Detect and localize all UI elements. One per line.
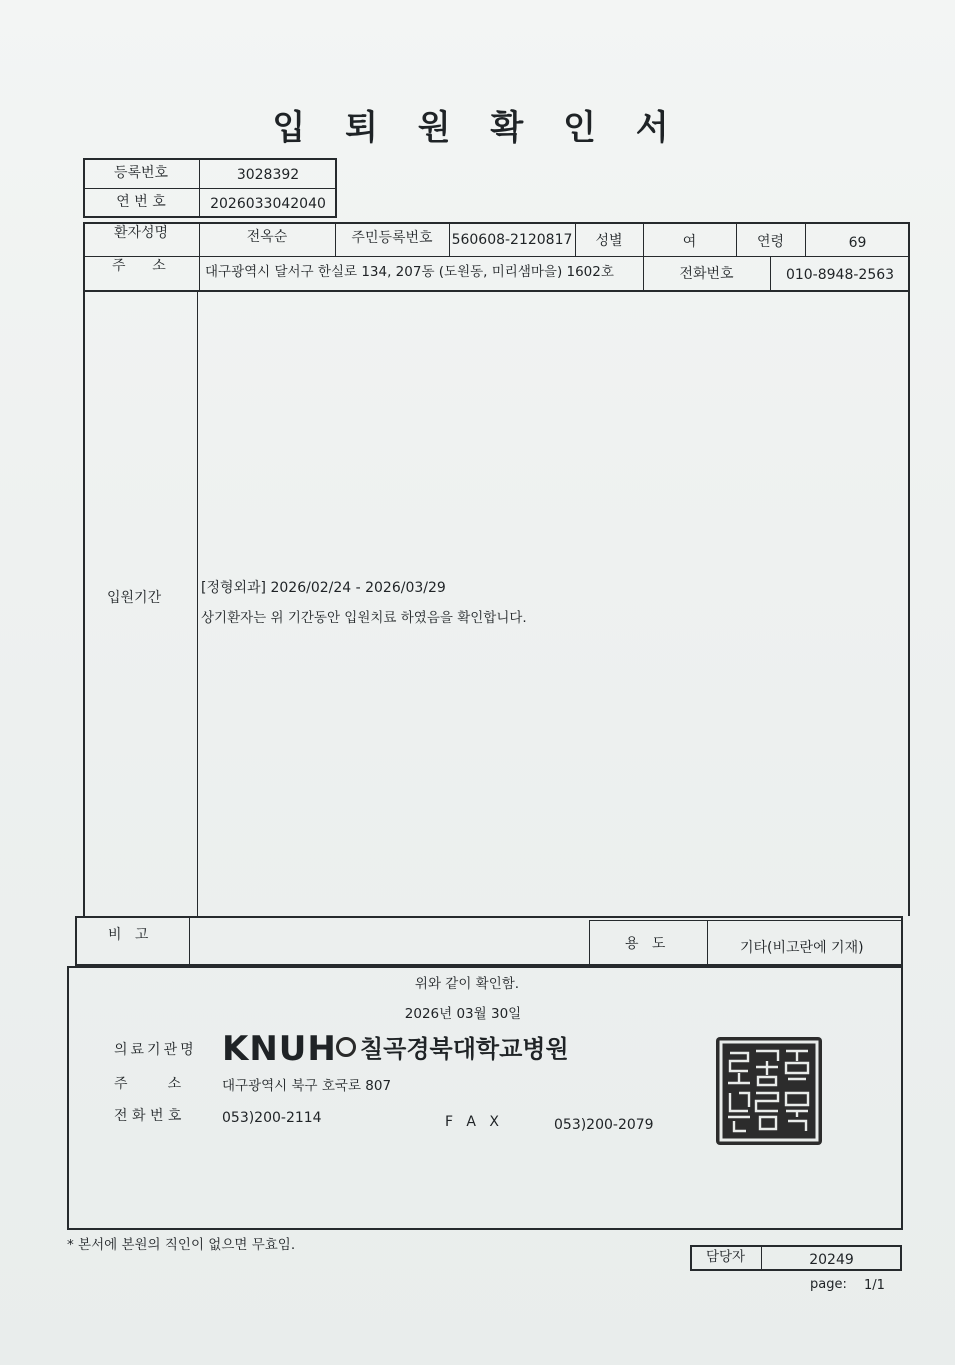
serial-label: 연 번 호 [116,194,166,210]
page-label: page: [810,1277,847,1292]
emblem-icon [336,1037,356,1057]
age-value: 69 [848,235,867,251]
confirm-line: 상기환자는 위 기간동안 입원치료 하였음을 확인합니다. [201,610,527,626]
divider [908,292,910,916]
divider [589,920,590,966]
age-label: 연령 [756,234,785,250]
seal-pattern [716,1037,822,1145]
rrn-value: 560608-2120817 [451,232,573,248]
divider [83,292,85,916]
inst-phone-value: 053)200-2114 [222,1110,322,1126]
handler-label: 담당자 [705,1249,746,1265]
confirm-statement: 위와 같이 확인함. [414,976,520,992]
institution-name: 칠곡경북대학교병원 [360,1035,569,1063]
phone-value: 010-8948-2563 [785,267,895,283]
divider [83,188,337,189]
purpose-value: 기타(비고란에 기재) [740,940,864,956]
knuh-logo: KNUH [222,1029,337,1069]
patient-name-value: 전옥순 [246,229,288,245]
fax-value: 053)200-2079 [554,1117,654,1133]
patient-name-label: 환자성명 [113,225,169,241]
fax-label: F A X [445,1114,499,1130]
sex-value: 여 [682,234,697,250]
address-value: 대구광역시 달서구 한실로 134, 207동 (도원동, 미리샘마을) 1602호 [205,264,614,280]
official-seal [716,1037,822,1145]
institution-label: 의료기관명 [114,1042,197,1058]
sex-label: 성별 [595,233,623,249]
inst-address-label: 주 소 [114,1076,182,1092]
purpose-label: 용 도 [625,936,666,952]
divider [589,920,903,921]
page-number: 1/1 [864,1278,885,1293]
footnote: * 본서에 본원의 직인이 없으면 무효임. [67,1237,296,1253]
divider [189,916,190,966]
document-title: 입 퇴 원 확 인 서 [272,108,683,148]
serial-value: 2026033042040 [210,196,326,212]
phone-label: 전화번호 [679,266,734,282]
divider [83,256,910,257]
address-label: 주 소 [112,258,166,274]
inst-address-value: 대구광역시 북구 호국로 807 [222,1078,392,1094]
inst-phone-label: 전 화 번 호 [114,1108,182,1124]
reg-no-label: 등록번호 [113,165,169,181]
period-line: [정형외과] 2026/02/24 - 2026/03/29 [201,580,446,596]
rrn-label: 주민등록번호 [351,230,433,246]
period-label: 입원기간 [107,590,162,606]
divider [197,292,198,916]
reg-no-value: 3028392 [236,167,300,183]
issue-date: 2026년 03월 30일 [404,1006,522,1022]
divider [707,920,708,966]
remarks-label: 비 고 [108,927,149,943]
handler-value: 20249 [809,1252,854,1268]
